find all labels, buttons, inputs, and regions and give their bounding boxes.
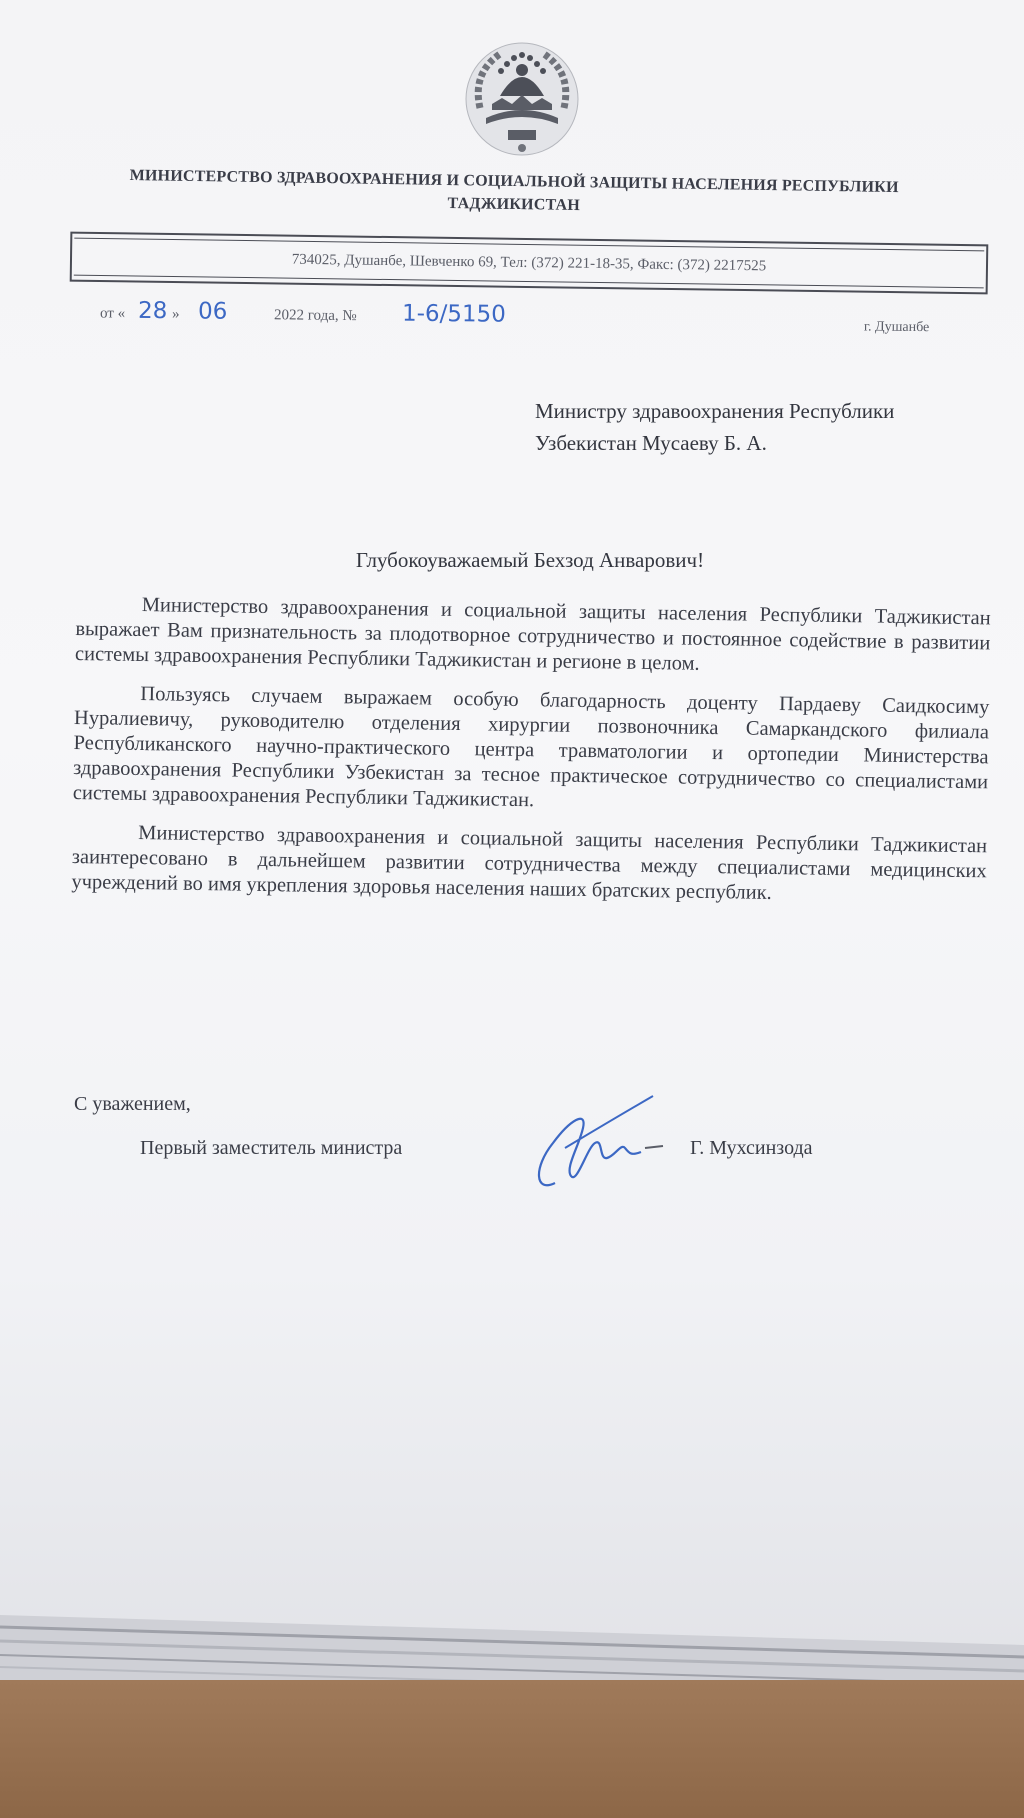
ministry-heading-line2: ТАДЖИКИСТАН xyxy=(447,194,581,215)
address-box xyxy=(70,232,989,295)
letter-body xyxy=(71,592,991,923)
signatory-title: Первый заместитель министра xyxy=(140,1137,403,1159)
ministry-heading-line1: МИНИСТЕРСТВО ЗДРАВООХРАНЕНИЯ И СОЦИАЛЬНОЙ ЗАЩИТЫ НАСЕЛЕНИЯ РЕСПУБЛИКИ xyxy=(129,166,899,197)
coat-of-arms-icon xyxy=(462,38,582,160)
body-paragraph: Министерство здравоохранения и социальной защиты населения Республики Таджикистан заинтересовано в дальнейшем развитии сотрудничества между специалистами медицинских учреждений во имя укрепления здоровья населения наших братских республик. xyxy=(71,822,988,904)
addressee-block xyxy=(535,395,894,459)
reference-city: г. Душанбе xyxy=(863,319,930,336)
handwritten-signature-icon xyxy=(525,1088,685,1198)
reference-month: 06 xyxy=(197,298,228,325)
greeting: Глубокоуважаемый Бехзод Анварович! xyxy=(355,548,705,572)
address-line: 734025, Душанбе, Шевченко 69, Тел: (372) 221-18-35, Факс: (372) 2217525 xyxy=(74,238,984,289)
ministry-heading xyxy=(38,163,991,224)
reference-line xyxy=(100,295,970,340)
closing: С уважением, xyxy=(74,1093,191,1115)
addressee-line2: Узбекистан Мусаеву Б. А. xyxy=(535,431,767,455)
signatory-name: Г. Мухсинзода xyxy=(690,1137,813,1159)
body-paragraph: Пользуясь случаем выражаем особую благодарность доценту Пардаеву Саидкосиму Нуралиевичу, руководителю отделения хирургии позвоночника Самаркандского филиала Республиканского научно-практического центра травматологии и ортопедии Министерства здравоохранения Республики Узбекистан за тесное практическое сотрудничество со специалистами системы здравоохранения Республики Таджикистан. xyxy=(72,683,990,812)
addressee-line1: Министру здравоохранения Республики xyxy=(535,399,895,423)
reference-sep: » xyxy=(171,306,180,323)
body-paragraph: Министерство здравоохранения и социальной защиты населения Республики Таджикистан выражает Вам признательность за плодотворное сотрудничество и постоянное содействие в развитии системы здравоохранения Республики Таджикистан и регионе в целом. xyxy=(74,594,991,675)
reference-number: 1-6/5150 xyxy=(401,300,507,328)
table-surface xyxy=(0,1680,1024,1818)
reference-day: 28 xyxy=(137,297,168,325)
reference-year-text: 2022 года, № xyxy=(273,307,357,325)
reference-prefix: от « xyxy=(99,305,126,322)
